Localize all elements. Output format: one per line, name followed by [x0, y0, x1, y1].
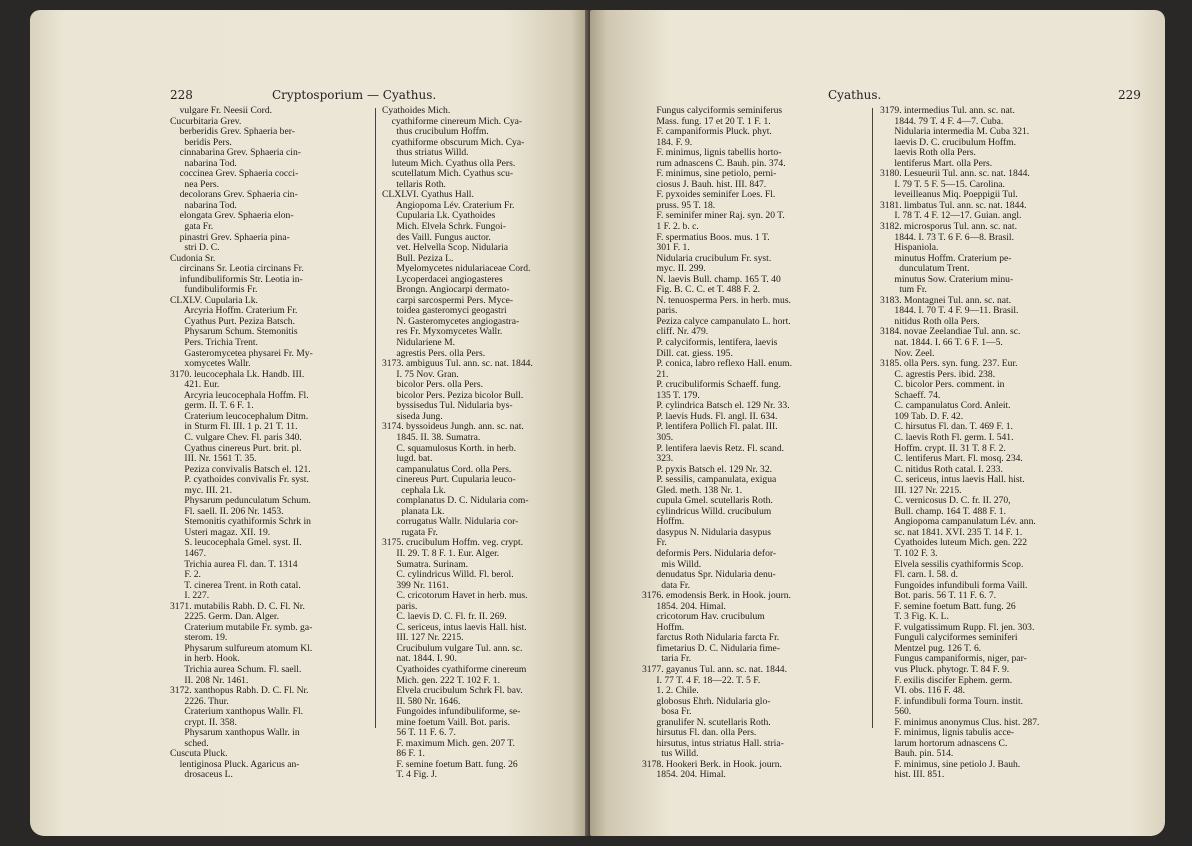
text-line: stri D. C. [170, 242, 220, 254]
text-line: Cyathoides Mich. [382, 105, 451, 116]
text-line: Physarum sulfureum atomum Kl. [170, 642, 313, 654]
text-line: 1844. I. 70 T. 4 F. 9—11. Brasil. [880, 305, 1019, 317]
text-line: F. semine foetum Batt. fung. 26 [880, 600, 1016, 612]
left-column-1 [170, 106, 313, 781]
text-line: Mich. gen. 222 T. 102 F. 1. [382, 674, 500, 686]
text-line: Cuscuta Pluck. [170, 748, 228, 760]
text-line: cyathiforme obscurum Mich. Cya- [382, 136, 525, 148]
text-line: Physarum pedunculatum Schum. [170, 495, 311, 507]
text-line: Bull. champ. 164 T. 488 F. 1. [880, 505, 1006, 517]
text-line: 3184. novae Zeelandiae Tul. ann. sc. [880, 326, 1021, 338]
column-rule-left [375, 108, 376, 728]
text-line: laevis Roth olla Pers. [880, 147, 976, 159]
text-line: siseda Jung. [382, 410, 443, 422]
text-line: lentiginosa Pluck. Agaricus an- [170, 758, 300, 770]
text-line: II. 580 Nr. 1646. [382, 695, 461, 707]
text-line: nat. 1844. I. 66 T. 6 F. 1—5. [880, 337, 1003, 349]
text-line: thus crucibulum Hoffm. [382, 126, 489, 138]
text-line: F. minimus, lignis tabellis horto- [642, 147, 782, 159]
text-line: in Sturm Fl. III. 1 p. 21 T. 11. [170, 421, 298, 433]
text-line: deformis Pers. Nidularia defor- [642, 547, 777, 559]
text-line: gata Fr. [170, 221, 214, 233]
text-line: 109 Tab. D. F. 42. [880, 410, 964, 422]
text-line: Bull. Peziza L. [382, 252, 454, 264]
text-line: Craterium leucocephalum Ditm. [170, 410, 309, 422]
text-line: Crucibulum vulgare Tul. ann. sc. [382, 642, 523, 654]
text-line: bicolor Pers. Peziza bicolor Bull. [382, 389, 524, 401]
text-line: F. minimus, sine petiolo, perni- [642, 168, 777, 180]
text-line: res Fr. Myxomycetes Wallr. [382, 326, 503, 338]
text-line: complanatus D. C. Nidularia com- [382, 495, 529, 507]
text-line: Hoffm. crypt. II. 31 T. 8 F. 2. [880, 442, 1006, 454]
text-line: nea Pers. [170, 178, 220, 190]
text-line: F. spermatius Boos. mus. 1 T. [642, 231, 770, 243]
text-line: Cupularia Lk. Cyathoides [382, 210, 496, 222]
text-line: N. Gasteromycetes angiogastra- [382, 315, 520, 327]
text-line: campanulatus Cord. olla Pers. [382, 463, 512, 475]
text-line: nat. 1844. I. 90. [382, 653, 457, 665]
text-line: crypt. II. 358. [170, 716, 237, 728]
text-line: laevis D. C. crucibulum Hoffm. [880, 136, 1016, 148]
text-line: taria Fr. [642, 653, 692, 665]
text-line: C. cricotorum Havet in herb. mus. [382, 590, 528, 602]
text-line: P. sessilis, campanulata, exigua [642, 474, 777, 486]
text-line: bicolor Pers. olla Pers. [382, 379, 483, 391]
text-line: I. 77 T. 4 F. 18—22. T. 5 F. [642, 674, 761, 686]
text-line: Fungus calyciformis seminiferus [642, 105, 783, 116]
text-line: C. lentiferus Mart. Fl. mosq. 234. [880, 453, 1023, 465]
text-line: Cucurbitaria Grev. [170, 115, 242, 127]
text-line: xomycetes Wallr. [170, 358, 251, 370]
text-line: Cyathoides cyathiforme cinereum [382, 663, 527, 675]
text-line: Peziza calyce campanulato L. hort. [642, 315, 791, 327]
text-line: Gasteromycetea physarei Fr. My- [170, 347, 313, 359]
text-line: denudatus Spr. Nidularia denu- [642, 569, 776, 581]
text-line: beridis Pers. [170, 136, 232, 148]
text-line: berberidis Grev. Sphaeria ber- [170, 126, 295, 138]
text-line: 1. 2. Chile. [642, 685, 699, 697]
text-line: Trichia aurea Fl. dan. T. 1314 [170, 558, 298, 570]
text-line: VI. obs. 116 F. 48. [880, 685, 966, 697]
text-line: III. Nr. 1561 T. 35. [170, 453, 257, 465]
text-line: CLXLVI. Cyathus Hall. [382, 189, 474, 201]
text-line: Fig. B. C. C. et T. 488 F. 2. [642, 284, 761, 296]
text-line: 399 Nr. 1161. [382, 579, 449, 591]
text-line: pruss. 95 T. 18. [642, 199, 716, 211]
text-line: rugata Fr. [382, 526, 438, 538]
text-line: C. nitidus Roth catal. I. 233. [880, 463, 1003, 475]
text-line: 135 T. 179. [642, 389, 700, 401]
text-line: Nidularia intermedia M. Cuba 321. [880, 126, 1030, 138]
text-line: mine foetum Vaill. Bot. paris. [382, 716, 510, 728]
text-line: toidea gasteromyci geogastri [382, 305, 507, 317]
text-line: 560. [880, 706, 912, 718]
text-line: cyathiforme cinereum Mich. Cya- [382, 115, 523, 127]
text-line: Fungus campaniformis, niger, par- [880, 653, 1027, 665]
text-line: myc. III. 21. [170, 484, 233, 496]
running-header-left: Cryptosporium — Cyathus. [272, 88, 437, 102]
text-line: I. 75 Nov. Gran. [382, 368, 459, 380]
text-line: 301 F. 1. [642, 242, 690, 254]
text-line: tus Willd. [642, 748, 699, 760]
text-line: Bauh. pin. 514. [880, 748, 954, 760]
text-line: 305. [642, 431, 674, 443]
text-line: Lycoperdacei angiogasteres [382, 273, 503, 285]
text-line: 1844. I. 73 T. 6 F. 6—8. Brasil. [880, 231, 1014, 243]
text-line: myc. II. 299. [642, 263, 706, 275]
text-line: paris. [642, 305, 678, 317]
text-line: sterom. 19. [170, 632, 228, 644]
text-line: larum hortorum adnascens C. [880, 737, 1008, 749]
text-line: 3172. xanthopus Rabh. D. C. Fl. Nr. [170, 685, 309, 697]
text-line: 86 F. 1. [382, 748, 425, 760]
text-line: Trichia aurea Schum. Fl. saell. [170, 663, 302, 675]
text-line: 21. [642, 368, 669, 380]
text-line: Mentzel pug. 126 T. 6. [880, 642, 982, 654]
text-line: 3178. Hookeri Berk. in Hook. journ. [642, 758, 782, 770]
text-line: carpi sarcospermi Pers. Myce- [382, 294, 514, 306]
text-line: Elvela sessilis cyathiformis Scop. [880, 558, 1024, 570]
text-line: nabarina Tod. [170, 157, 237, 169]
text-line: Dill. cat. giess. 195. [642, 347, 733, 359]
text-line: Hispaniola. [880, 242, 939, 254]
text-line: F. 2. [170, 569, 201, 581]
text-line: C. sericeus, intus laevis Hall. hist. [382, 621, 527, 633]
text-line: 3175. crucibulum Hoffm. veg. crypt. [382, 537, 524, 549]
text-line: T. cinerea Trent. in Roth catal. [170, 579, 301, 591]
text-line: hirsutus Fl. dan. olla Pers. [642, 727, 757, 739]
text-line: 3185. olla Pers. syn. fung. 237. Eur. [880, 358, 1018, 370]
text-line: CLXLV. Cupularia Lk. [170, 294, 258, 306]
text-line: C. squamulosus Korth. in herb. [382, 442, 517, 454]
right-column-2 [880, 106, 1039, 781]
text-line: III. 127 Nr. 2215. [382, 632, 464, 644]
text-line: 1845. II. 38. Sumatra. [382, 431, 481, 443]
text-line: infundibuliformis Str. Leotia in- [170, 273, 303, 285]
text-line: Craterium mutabile Fr. symb. ga- [170, 621, 313, 633]
text-line: minutus Sow. Craterium minu- [880, 273, 1014, 285]
text-line: in herb. Hook. [170, 653, 240, 665]
text-line: coccinea Grev. Sphaeria cocci- [170, 168, 299, 180]
text-line: F. minimus, sine petiolo J. Bauh. [880, 758, 1021, 770]
text-line: Cyathus cinereus Purt. brit. pl. [170, 442, 302, 454]
text-line: C. hirsutus Fl. dan. T. 469 F. 1. [880, 421, 1013, 433]
text-line: T. 4 Fig. J. [382, 769, 438, 781]
text-line: 3171. mutabilis Rabh. D. C. Fl. Nr. [170, 600, 305, 612]
text-line: cricotorum Hav. crucibulum [642, 611, 765, 623]
text-line: Physarum Schum. Stemonitis [170, 326, 298, 338]
text-line: T. 3 Fig. K. L. [880, 611, 949, 623]
text-line: F. vulgatissimum Rupp. Fl. jen. 303. [880, 621, 1035, 633]
text-line: 2226. Thur. [170, 695, 229, 707]
text-line: 2225. Germ. Dan. Alger. [170, 611, 279, 623]
text-line: N. laevis Bull. champ. 165 T. 40 [642, 273, 781, 285]
text-line: F. minimus, lignis tabulis acce- [880, 727, 1015, 739]
text-line: 3177. gayanus Tul. ann. sc. nat. 1844. [642, 663, 787, 675]
text-line: Mich. Elvela Schrk. Fungoi- [382, 221, 506, 233]
text-line: cylindricus Willd. crucibulum [642, 505, 772, 517]
text-line: Bot. paris. 56 T. 11 F. 6. 7. [880, 590, 997, 602]
text-line: Funguli calyciformes seminiferi [880, 632, 1018, 644]
text-line: 1854. 204. Himal. [642, 600, 726, 612]
text-line: 3179. intermedius Tul. ann. sc. nat. [880, 105, 1015, 116]
text-line: 3174. byssoideus Jungh. ann. sc. nat. [382, 421, 524, 433]
text-line: pinastri Grev. Sphaeria pina- [170, 231, 290, 243]
text-line: vulgare Fr. Neesii Cord. [170, 105, 273, 116]
text-line: Nidularia crucibulum Fr. syst. [642, 252, 772, 264]
text-line: 1854. 204. Himal. [642, 769, 726, 781]
text-line: hist. III. 851. [880, 769, 945, 781]
text-line: sc. nat 1841. XVI. 235 T. 14 F. 1. [880, 526, 1023, 538]
text-line: byssisedus Tul. Nidularia bys- [382, 400, 513, 412]
text-line: tum Fr. [880, 284, 927, 296]
text-line: Fungoides infundibuliforme, se- [382, 706, 521, 718]
text-line: leveilleanus Miq. Poeppigii Tul. [880, 189, 1018, 201]
text-line: fimetarius D. C. Nidularia fime- [642, 642, 781, 654]
text-line: tellaris Roth. [382, 178, 446, 190]
text-line: lentiferus Mart. olla Pers. [880, 157, 993, 169]
text-line: Pers. Trichia Trent. [170, 337, 258, 349]
text-line: Cyathoides luteum Mich. gen. 222 [880, 537, 1028, 549]
text-line: Angiopoma campanulatum Lév. ann. [880, 516, 1036, 528]
text-line: Fr. [642, 537, 667, 549]
text-line: cinnabarina Grev. Sphaeria cin- [170, 147, 301, 159]
text-line: vus Pluck. phytogr. T. 84 F. 9. [880, 663, 1010, 675]
text-line: sched. [170, 737, 209, 749]
text-line: 3170. leucocephala Lk. Handb. III. [170, 368, 305, 380]
left-column-2 [382, 106, 533, 781]
left-page [30, 10, 588, 836]
text-line: C. campanulatus Cord. Anleit. [880, 400, 1011, 412]
text-line: I. 78 T. 4 F. 12—17. Guian. angl. [880, 210, 1022, 222]
text-line: 1 F. 2. b. c. [642, 221, 699, 233]
text-line: elongata Grev. Sphaeria elon- [170, 210, 294, 222]
text-line: III. 127 Nr. 2215. [880, 484, 962, 496]
text-line: Nov. Zeel. [880, 347, 935, 359]
text-line: vet. Helvella Scop. Nidularia [382, 242, 509, 254]
text-line: dasypus N. Nidularia dasypus [642, 526, 771, 538]
text-line: N. tenuosperma Pers. in herb. mus. [642, 294, 791, 306]
text-line: Brongn. Angiocarpi dermato- [382, 284, 510, 296]
text-line: nitidus Roth olla Pers. [880, 315, 980, 327]
text-line: drosaceus L. [170, 769, 233, 781]
text-line: Cudonia Sr. [170, 252, 216, 264]
text-line: farctus Roth Nidularia farcta Fr. [642, 632, 780, 644]
page-number-left: 228 [170, 88, 193, 102]
text-line: F. campaniformis Pluck. phyt. [642, 126, 772, 138]
text-line: hirsutus, intus striatus Hall. stria- [642, 737, 784, 749]
running-header-right: Cyathus. [828, 88, 882, 102]
text-line: Fl. carn. I. 58. d. [880, 569, 959, 581]
text-line: scutellatum Mich. Cyathus scu- [382, 168, 514, 180]
text-line: mis Willd. [642, 558, 702, 570]
text-line: bosa Fr. [642, 706, 692, 718]
text-line: Peziza convivalis Batsch el. 121. [170, 463, 311, 475]
text-line: Usteri magaz. XII. 19. [170, 526, 271, 538]
text-line: ciosus J. Bauh. hist. III. 847. [642, 178, 767, 190]
text-line: Sumatra. Surinam. [382, 558, 469, 570]
text-line: S. leucocephala Gmel. syst. II. [170, 537, 302, 549]
text-line: Elvela crucibulum Schrk Fl. bav. [382, 685, 523, 697]
text-line: F. seminifer miner Raj. syn. 20 T. [642, 210, 785, 222]
text-line: 1844. 79 T. 4 F. 4—7. Cuba. [880, 115, 1004, 127]
text-line: cupula Gmel. scutellaris Roth. [642, 495, 773, 507]
text-line: P. cylindrica Batsch el. 129 Nr. 33. [642, 400, 790, 412]
text-line: 3173. ambiguus Tul. ann. sc. nat. 1844. [382, 358, 533, 370]
text-line: germ. II. T. 6 F. 1. [170, 400, 254, 412]
text-line: Craterium xanthopus Wallr. Fl. [170, 706, 304, 718]
text-line: C. vulgare Chev. Fl. paris 340. [170, 431, 302, 443]
text-line: Arcyria Hoffm. Craterium Fr. [170, 305, 298, 317]
text-line: P. laevis Huds. Fl. angl. II. 634. [642, 410, 778, 422]
text-line: 184. F. 9. [642, 136, 693, 148]
right-page [590, 10, 1165, 836]
text-line: Hoffm. [642, 621, 685, 633]
text-line: Fungoides infundibuli forma Vaill. [880, 579, 1028, 591]
text-line: 323. [642, 453, 674, 465]
text-line: Gled. meth. 138 Nr. 1. [642, 484, 743, 496]
text-line: P. lentifera laevis Retz. Fl. scand. [642, 442, 785, 454]
text-line: F. infundibuli forma Tourn. instit. [880, 695, 1024, 707]
text-line: Fl. saell. II. 206 Nr. 1453. [170, 505, 284, 517]
text-line: P. conica, labro reflexo Hall. enum. [642, 358, 792, 370]
text-line: C. sericeus, intus laevis Hall. hist. [880, 474, 1025, 486]
text-line: Cyathus Purt. Peziza Batsch. [170, 315, 295, 327]
text-line: Arcyria leucocephala Hoffm. Fl. [170, 389, 309, 401]
page-number-right: 229 [1118, 88, 1141, 102]
text-line: II. 208 Nr. 1461. [170, 674, 249, 686]
text-line: 3182. microsporus Tul. ann. sc. nat. [880, 221, 1017, 233]
text-line: planata Lk. [382, 505, 445, 517]
text-line: F. semine foetum Batt. fung. 26 [382, 758, 518, 770]
text-line: Physarum xanthopus Wallr. in [170, 727, 300, 739]
text-line: des Vaill. Fungus auctor. [382, 231, 491, 243]
text-line: C. vernicosus D. C. fr. II. 270, [880, 495, 1011, 507]
text-line: data Fr. [642, 579, 690, 591]
text-line: 56 T. 11 F. 6. 7. [382, 727, 456, 739]
text-line: Stemonitis cyathiformis Schrk in [170, 516, 311, 528]
text-line: thus striatus Willd. [382, 147, 469, 159]
text-line: cinereus Purt. Cupularia leuco- [382, 474, 516, 486]
text-line: T. 102 F. 3. [880, 547, 938, 559]
text-line: F. pyxoides seminifer Loes. Fl. [642, 189, 776, 201]
text-line: 3176. emodensis Berk. in Hook. journ. [642, 590, 791, 602]
text-line: P. crucibuliformis Schaeff. fung. [642, 379, 781, 391]
text-line: II. 29. T. 8 F. 1. Eur. Alger. [382, 547, 500, 559]
text-line: P. cyathoides convivalis Fr. syst. [170, 474, 309, 486]
text-line: C. cylindricus Willd. Fl. berol. [382, 569, 514, 581]
text-line: Angiopoma Lév. Craterium Fr. [382, 199, 515, 211]
text-line: I. 79 T. 5 F. 5—15. Carolina. [880, 178, 1005, 190]
text-line: Nidulariene M. [382, 337, 456, 349]
text-line: circinans Sr. Leotia circinans Fr. [170, 263, 304, 275]
text-line: P. pyxis Batsch el. 129 Nr. 32. [642, 463, 773, 475]
text-line: C. laevis D. C. Fl. fr. II. 269. [382, 611, 507, 623]
text-line: Mass. fung. 17 et 20 T. 1 F. 1. [642, 115, 771, 127]
text-line: Myelomycetes nidulariaceae Cord. [382, 263, 531, 275]
text-line: F. exilis discifer Ephem. germ. [880, 674, 1013, 686]
text-line: corrugatus Wallr. Nidularia cor- [382, 516, 519, 528]
text-line: 1467. [170, 547, 206, 559]
column-rule-right [872, 108, 873, 728]
text-line: cliff. Nr. 479. [642, 326, 709, 338]
text-line: granulifer N. scutellaris Roth. [642, 716, 771, 728]
text-line: 3183. Montagnei Tul. ann. sc. nat. [880, 294, 1012, 306]
text-line: decolorans Grev. Sphaeria cin- [170, 189, 298, 201]
right-column-1 [642, 106, 792, 781]
text-line: C. bicolor Pers. comment. in [880, 379, 1005, 391]
text-line: lugd. bat. [382, 453, 433, 465]
text-line: 3180. Lesueurii Tul. ann. sc. nat. 1844. [880, 168, 1030, 180]
text-line: globosus Ehrh. Nidularia glo- [642, 695, 771, 707]
text-line: cephala Lk. [382, 484, 446, 496]
text-line: 421. Eur. [170, 379, 220, 391]
text-line: rum adnascens C. Bauh. pin. 374. [642, 157, 786, 169]
text-line: dunculatum Trent. [880, 263, 970, 275]
text-line: nabarina Tod. [170, 199, 237, 211]
text-line: F. minimus anonymus Clus. hist. 287. [880, 716, 1040, 728]
text-line: fundibuliformis Fr. [170, 284, 258, 296]
text-line: luteum Mich. Cyathus olla Pers. [382, 157, 516, 169]
text-line: 3181. limbatus Tul. ann. sc. nat. 1844. [880, 199, 1027, 211]
text-line: C. agrestis Pers. ibid. 238. [880, 368, 996, 380]
text-line: agrestis Pers. olla Pers. [382, 347, 486, 359]
text-line: P. lentifera Pollich Fl. palat. III. [642, 421, 778, 433]
text-line: Schaeff. 74. [880, 389, 941, 401]
text-line: I. 227. [170, 590, 210, 602]
text-line: C. laevis Roth Fl. germ. I. 541. [880, 431, 1014, 443]
text-line: minutus Hoffm. Craterium pe- [880, 252, 1012, 264]
text-line: paris. [382, 600, 418, 612]
text-line: P. calyciformis, lentifera, laevis [642, 337, 778, 349]
text-line: Hoffm. [642, 516, 685, 528]
text-line: F. maximum Mich. gen. 207 T. [382, 737, 515, 749]
